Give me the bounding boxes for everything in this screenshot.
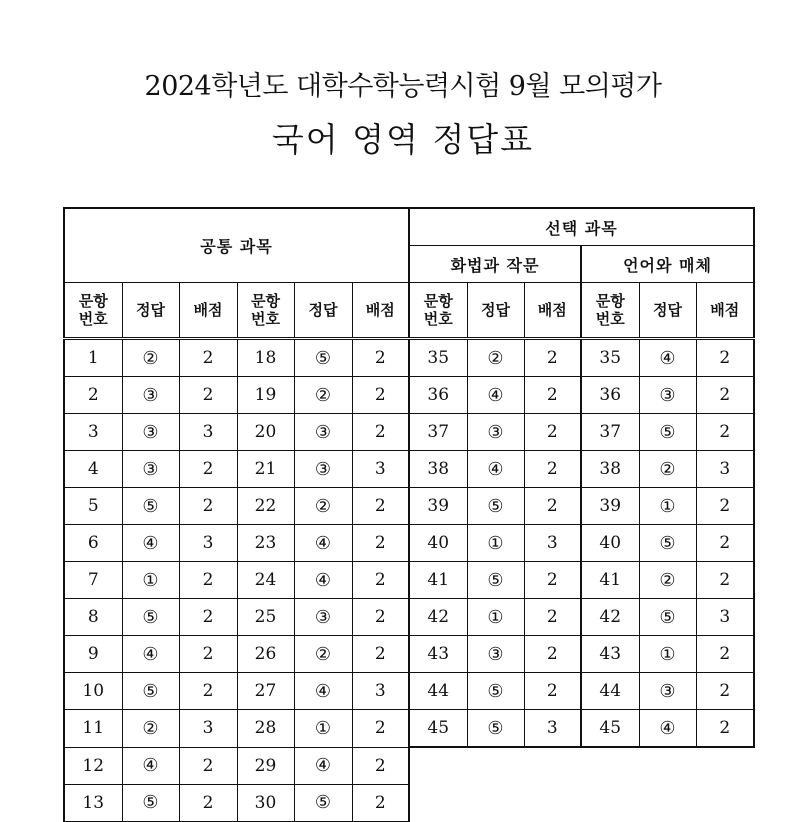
common-right-score: 2 (352, 562, 409, 599)
common-left-question-number: 9 (64, 636, 122, 673)
common-left-question-number: 10 (64, 673, 122, 710)
speech-writing-score: 2 (524, 673, 581, 710)
empty-cell (639, 747, 696, 784)
language-media-question-number: 39 (581, 488, 639, 525)
common-left-score: 2 (179, 451, 237, 488)
common-left-score: 3 (179, 525, 237, 562)
language-media-answer: ① (639, 488, 696, 525)
speech-writing-question-number: 38 (409, 451, 467, 488)
speech-writing-answer: ⑤ (467, 710, 524, 748)
common-right-answer: ② (294, 636, 352, 673)
speech-writing-question-number: 44 (409, 673, 467, 710)
common-right-answer: ② (294, 377, 352, 414)
speech-writing-answer: ③ (467, 414, 524, 451)
empty-cell (639, 784, 696, 821)
table-row (64, 451, 754, 488)
common-right-question-number: 30 (237, 784, 294, 821)
language-media-question-number: 43 (581, 636, 639, 673)
common-left-answer-header-label: 정답 (136, 301, 165, 319)
speech-writing-score-header (524, 283, 581, 339)
common-left-question-number: 2 (64, 377, 122, 414)
common-left-answer: ③ (122, 414, 179, 451)
common-right-number-header-label: 문항 번호 (251, 292, 280, 328)
language-media-score: 2 (696, 562, 754, 599)
common-left-question-number: 4 (64, 451, 122, 488)
language-media-score: 2 (696, 339, 754, 377)
speech-writing-score: 2 (524, 377, 581, 414)
common-left-question-number: 8 (64, 599, 122, 636)
document-subtitle: 국어 영역 정답표 (271, 120, 535, 159)
language-media-header: 언어와 매체 (581, 246, 754, 283)
common-left-score: 2 (179, 673, 237, 710)
common-left-score: 2 (179, 784, 237, 821)
common-left-number-header-label: 문항 번호 (78, 292, 108, 328)
common-left-score: 2 (179, 339, 237, 377)
common-right-question-number: 23 (237, 525, 294, 562)
common-right-answer: ⑤ (294, 784, 352, 821)
language-media-answer: ③ (639, 673, 696, 710)
language-media-question-number: 36 (581, 377, 639, 414)
common-right-answer: ③ (294, 451, 352, 488)
empty-cell (467, 747, 524, 784)
common-right-score: 3 (352, 673, 409, 710)
common-right-score: 2 (352, 525, 409, 562)
common-left-question-number: 3 (64, 414, 122, 451)
speech-writing-answer: ① (467, 525, 524, 562)
common-left-score: 2 (179, 599, 237, 636)
common-left-question-number: 13 (64, 784, 122, 821)
common-left-question-number: 11 (64, 710, 122, 748)
common-left-score-header (179, 283, 237, 339)
common-subject-header: 공통 과목 (64, 208, 409, 283)
language-media-question-number: 41 (581, 562, 639, 599)
language-media-answer: ③ (639, 377, 696, 414)
common-right-question-number: 26 (237, 636, 294, 673)
language-media-score: 2 (696, 673, 754, 710)
common-right-question-number: 29 (237, 747, 294, 784)
language-media-answer: ⑤ (639, 525, 696, 562)
language-media-number-header-label: 문항 번호 (595, 292, 625, 328)
common-left-question-number: 5 (64, 488, 122, 525)
table-row (64, 599, 754, 636)
empty-cell (696, 747, 754, 784)
language-media-score: 3 (696, 451, 754, 488)
table-row (64, 339, 754, 377)
common-right-answer: ④ (294, 673, 352, 710)
common-right-answer: ② (294, 488, 352, 525)
speech-writing-score: 2 (524, 488, 581, 525)
language-media-answer: ④ (639, 710, 696, 748)
speech-writing-answer: ③ (467, 636, 524, 673)
common-left-score: 2 (179, 488, 237, 525)
common-right-answer: ① (294, 710, 352, 748)
language-media-score: 2 (696, 414, 754, 451)
common-right-question-number: 25 (237, 599, 294, 636)
speech-writing-number-header (409, 283, 467, 339)
common-right-score: 2 (352, 599, 409, 636)
common-right-score: 2 (352, 636, 409, 673)
language-media-question-number: 42 (581, 599, 639, 636)
speech-writing-answer: ④ (467, 377, 524, 414)
speech-writing-answer: ② (467, 339, 524, 377)
empty-cell (409, 747, 467, 784)
common-right-score: 3 (352, 451, 409, 488)
empty-cell (696, 784, 754, 821)
table-row (64, 562, 754, 599)
common-right-score: 2 (352, 784, 409, 821)
common-left-answer: ④ (122, 525, 179, 562)
speech-writing-answer: ④ (467, 451, 524, 488)
common-right-number-header (237, 283, 294, 339)
language-media-answer: ① (639, 636, 696, 673)
language-media-question-number: 44 (581, 673, 639, 710)
language-media-score-header (696, 283, 754, 339)
speech-writing-score-header-label: 배점 (537, 301, 567, 319)
language-media-score-header-label: 배점 (710, 301, 740, 319)
table-row (64, 784, 754, 821)
speech-writing-header: 화법과 작문 (409, 246, 581, 283)
table-row (64, 747, 754, 784)
language-media-answer: ⑤ (639, 599, 696, 636)
common-right-question-number: 20 (237, 414, 294, 451)
common-left-question-number: 6 (64, 525, 122, 562)
empty-cell (524, 747, 581, 784)
empty-cell (581, 784, 639, 821)
common-left-score-header-label: 배점 (193, 301, 223, 319)
elective-subject-header: 선택 과목 (409, 208, 754, 246)
common-left-answer: ⑤ (122, 599, 179, 636)
common-left-answer-header (122, 283, 179, 339)
empty-cell (467, 784, 524, 821)
answer-key-table (63, 207, 755, 822)
empty-cell (409, 784, 467, 821)
empty-cell (524, 784, 581, 821)
speech-writing-question-number: 39 (409, 488, 467, 525)
common-right-answer-header-label: 정답 (308, 301, 338, 319)
speech-writing-score: 2 (524, 599, 581, 636)
common-right-score-header-label: 배점 (365, 301, 395, 319)
common-right-question-number: 28 (237, 710, 294, 748)
empty-cell (581, 747, 639, 784)
speech-writing-answer: ⑤ (467, 488, 524, 525)
common-left-answer: ⑤ (122, 784, 179, 821)
speech-writing-answer: ⑤ (467, 673, 524, 710)
language-media-answer: ④ (639, 339, 696, 377)
common-left-score: 2 (179, 562, 237, 599)
common-right-answer: ③ (294, 599, 352, 636)
common-left-answer: ④ (122, 636, 179, 673)
language-media-number-header (581, 283, 639, 339)
common-right-score-header (352, 283, 409, 339)
table-row (64, 414, 754, 451)
language-media-answer-header (639, 283, 696, 339)
language-media-answer: ② (639, 451, 696, 488)
common-right-question-number: 21 (237, 451, 294, 488)
table-row (64, 636, 754, 673)
language-media-score: 2 (696, 636, 754, 673)
language-media-question-number: 45 (581, 710, 639, 748)
common-right-answer: ⑤ (294, 339, 352, 377)
common-left-answer: ① (122, 562, 179, 599)
common-left-score: 2 (179, 747, 237, 784)
common-right-score: 2 (352, 339, 409, 377)
speech-writing-question-number: 41 (409, 562, 467, 599)
common-left-question-number: 1 (64, 339, 122, 377)
speech-writing-question-number: 42 (409, 599, 467, 636)
language-media-question-number: 40 (581, 525, 639, 562)
common-left-score: 2 (179, 377, 237, 414)
language-media-answer: ② (639, 562, 696, 599)
language-media-question-number: 38 (581, 451, 639, 488)
speech-writing-score: 2 (524, 451, 581, 488)
language-media-score: 2 (696, 525, 754, 562)
language-media-question-number: 35 (581, 339, 639, 377)
common-right-question-number: 18 (237, 339, 294, 377)
table-row (64, 525, 754, 562)
speech-writing-score: 2 (524, 636, 581, 673)
speech-writing-score: 2 (524, 339, 581, 377)
common-right-question-number: 22 (237, 488, 294, 525)
language-media-score: 2 (696, 377, 754, 414)
common-right-score: 2 (352, 747, 409, 784)
speech-writing-answer-header-label: 정답 (481, 301, 510, 319)
speech-writing-score: 2 (524, 414, 581, 451)
speech-writing-score: 3 (524, 525, 581, 562)
language-media-score: 3 (696, 599, 754, 636)
common-right-answer: ④ (294, 525, 352, 562)
table-row (64, 488, 754, 525)
common-right-question-number: 24 (237, 562, 294, 599)
common-right-score: 2 (352, 377, 409, 414)
speech-writing-number-header-label: 문항 번호 (423, 292, 453, 328)
common-right-score: 2 (352, 710, 409, 748)
speech-writing-question-number: 35 (409, 339, 467, 377)
common-right-score: 2 (352, 414, 409, 451)
speech-writing-question-number: 40 (409, 525, 467, 562)
common-left-answer: ② (122, 710, 179, 748)
common-right-answer: ④ (294, 747, 352, 784)
table-row (64, 710, 754, 748)
common-right-answer-header (294, 283, 352, 339)
language-media-answer: ⑤ (639, 414, 696, 451)
speech-writing-question-number: 45 (409, 710, 467, 748)
common-left-score: 3 (179, 710, 237, 748)
common-right-question-number: 19 (237, 377, 294, 414)
common-right-answer: ③ (294, 414, 352, 451)
common-left-answer: ③ (122, 377, 179, 414)
answer-rows (64, 339, 754, 822)
speech-writing-question-number: 43 (409, 636, 467, 673)
common-left-answer: ⑤ (122, 673, 179, 710)
common-left-answer: ② (122, 339, 179, 377)
common-left-question-number: 12 (64, 747, 122, 784)
common-left-answer: ④ (122, 747, 179, 784)
common-left-answer: ⑤ (122, 488, 179, 525)
common-right-answer: ④ (294, 562, 352, 599)
language-media-score: 2 (696, 488, 754, 525)
speech-writing-question-number: 36 (409, 377, 467, 414)
language-media-question-number: 37 (581, 414, 639, 451)
table-row (64, 673, 754, 710)
language-media-answer-header-label: 정답 (653, 301, 682, 319)
speech-writing-question-number: 37 (409, 414, 467, 451)
speech-writing-answer: ① (467, 599, 524, 636)
common-left-score: 2 (179, 636, 237, 673)
common-left-question-number: 7 (64, 562, 122, 599)
speech-writing-answer-header (467, 283, 524, 339)
common-left-answer: ③ (122, 451, 179, 488)
common-left-score: 3 (179, 414, 237, 451)
speech-writing-answer: ⑤ (467, 562, 524, 599)
speech-writing-score: 3 (524, 710, 581, 748)
document-title: 2024학년도 대학수학능력시험 9월 모의평가 (144, 71, 662, 102)
common-right-score: 2 (352, 488, 409, 525)
column-header-row (64, 283, 754, 339)
language-media-score: 2 (696, 710, 754, 748)
speech-writing-score: 2 (524, 562, 581, 599)
common-left-number-header (64, 283, 122, 339)
table-row (64, 377, 754, 414)
common-right-question-number: 27 (237, 673, 294, 710)
